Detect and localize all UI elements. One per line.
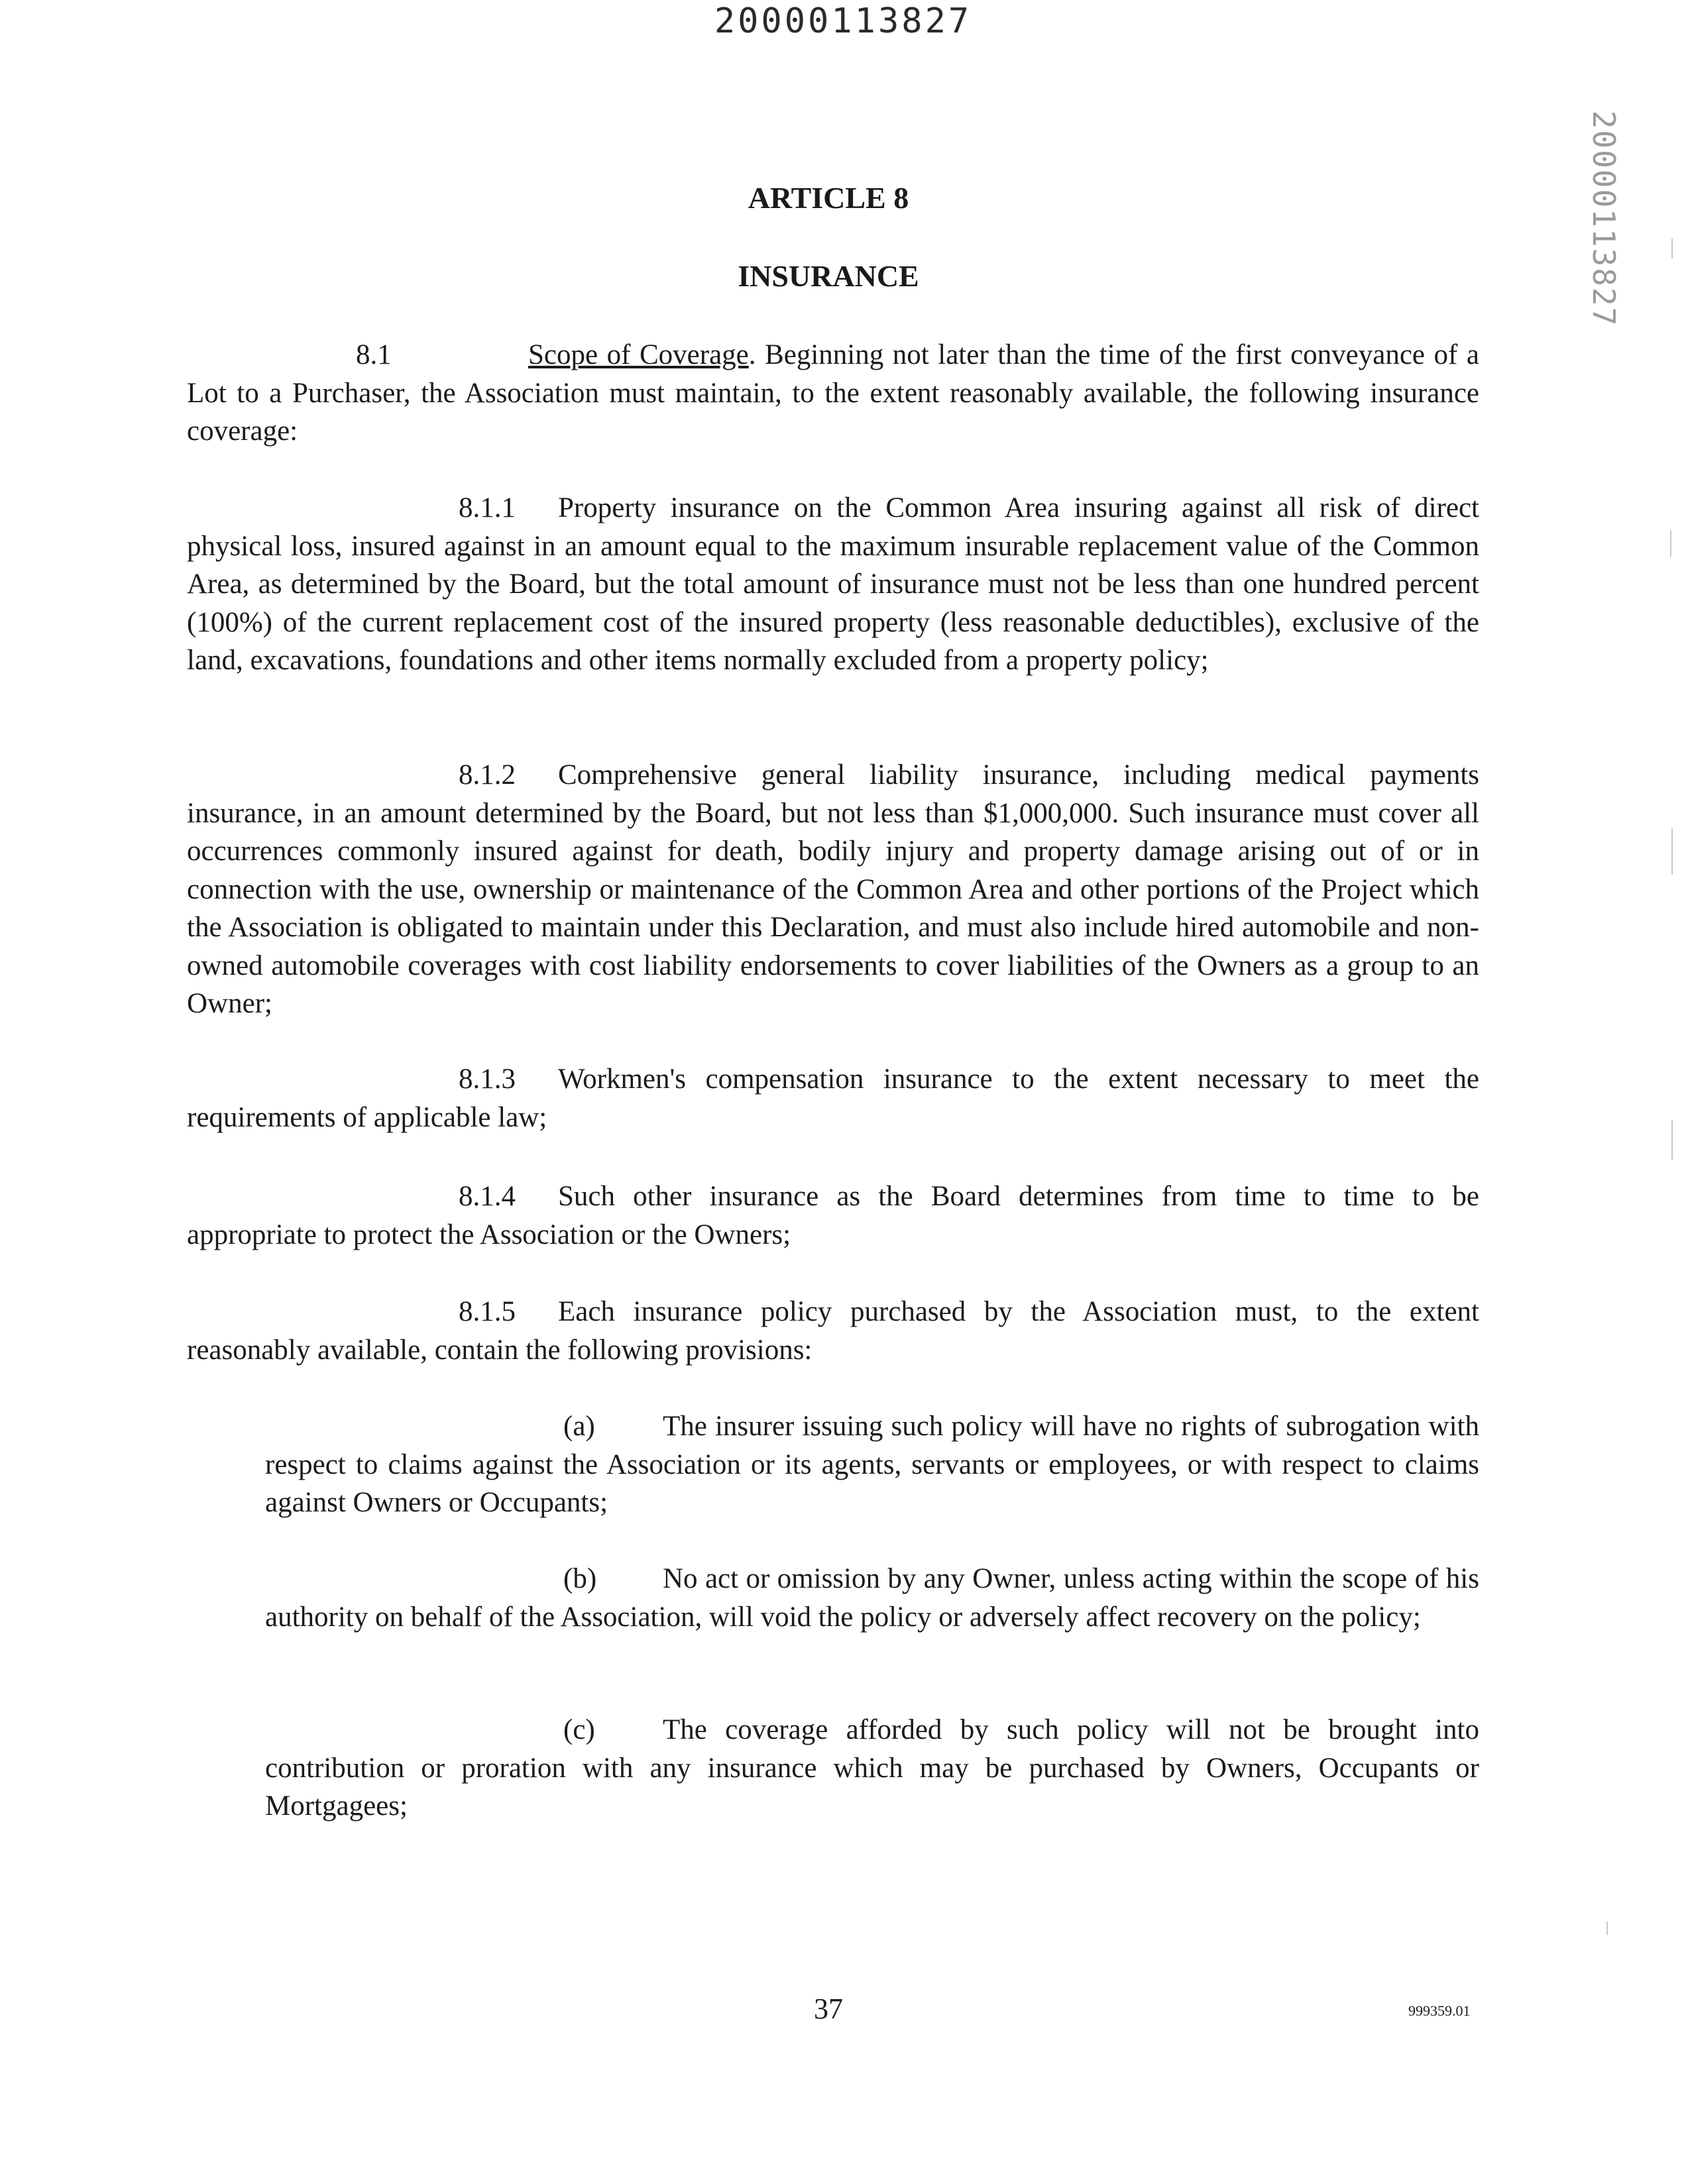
scan-artifact — [1670, 530, 1671, 557]
provision-label: (b) — [563, 1563, 597, 1594]
article-title: ARTICLE 8 — [748, 181, 909, 215]
scan-artifact — [1671, 239, 1673, 258]
section-number: 8.1 — [356, 339, 392, 370]
subsection-text: Such other insurance as the Board determines from time to time to be appropriate to protect the Association or the Owners; — [187, 1181, 1479, 1250]
provision-label: (a) — [563, 1411, 595, 1442]
subsection-text: Comprehensive general liability insurance, including medical payments insurance, in an amount determined by the Board, but not less than $1,000,000. Such insurance must cover all occurrences commonly insured against for death, bodily injury and property damage arising out of or in connection with the use, ownership or maintenance of the Common Area and other portions of the Project which the Association is obligated to maintain under this Declaration, and must also include hired automobile and non-owned automobile coverages with cost liability endorsements to cover liabilities of the Owners as a group to an Owner; — [187, 759, 1479, 1019]
subsection-text: Property insurance on the Common Area insuring against all risk of direct physical loss, insured against in an amount equal to the maximum insurable replacement value of the Common Area, as determined by the Board, but the total amount of insurance must not be less than one hundred percent (100%) of the current replacement cost of the insured property (less reasonable deductibles), exclusive of the land, excavations, foundations and other items normally excluded from a property policy; — [187, 492, 1479, 676]
article-subtitle: INSURANCE — [738, 259, 919, 293]
scan-artifact — [1671, 828, 1673, 875]
section-heading: Scope of Coverage — [528, 339, 749, 370]
subsection-8-1-3 — [187, 1060, 1479, 1136]
subsection-8-1-5 — [187, 1293, 1479, 1369]
document-id: 999359.01 — [1408, 2002, 1471, 2019]
section-text: . Beginning not later than the time of the first conveyance of a Lot to a Purchaser, the Association must maintain, to the extent reasonably available, the following insurance coverage: — [187, 339, 1479, 447]
subsection-number: 8.1.1 — [459, 492, 516, 523]
page-number: 37 — [814, 1993, 843, 2025]
subsection-8-1-4 — [187, 1177, 1479, 1254]
subsection-text: Workmen's compensation insurance to the extent necessary to meet the requirements of applicable law; — [187, 1064, 1479, 1133]
provision-b — [265, 1560, 1479, 1636]
provision-text: No act or omission by any Owner, unless acting within the scope of his authority on behalf of the Association, will void the policy or adversely affect recovery on the policy; — [265, 1563, 1479, 1633]
subsection-number: 8.1.2 — [459, 759, 516, 791]
provision-a — [265, 1407, 1479, 1522]
recording-number: 20000113827 — [714, 1, 972, 41]
provision-text: The coverage afforded by such policy will not be brought into contribution or proration with any insurance which may be purchased by Owners, Occupants or Mortgagees; — [265, 1714, 1479, 1822]
side-recording-stamp — [1584, 106, 1624, 331]
subsection-number: 8.1.5 — [459, 1296, 516, 1327]
provision-c — [265, 1711, 1479, 1826]
side-stamp-text: 20000113827 — [1586, 110, 1622, 327]
provision-text: The insurer issuing such policy will have no rights of subrogation with respect to claims against the Association or its agents, servants or employees, or with respect to claims against Owners or Occupants; — [265, 1411, 1479, 1518]
scan-artifact — [1671, 1120, 1673, 1160]
section-8-1 — [187, 336, 1479, 451]
subsection-text: Each insurance policy purchased by the Association must, to the extent reasonably available, contain the following provisions: — [187, 1296, 1479, 1366]
scan-artifact — [1606, 1922, 1608, 1935]
provision-label: (c) — [563, 1714, 595, 1745]
subsection-8-1-1 — [187, 489, 1479, 680]
subsection-number: 8.1.4 — [459, 1181, 516, 1212]
subsection-8-1-2 — [187, 756, 1479, 1023]
subsection-number: 8.1.3 — [459, 1064, 516, 1095]
